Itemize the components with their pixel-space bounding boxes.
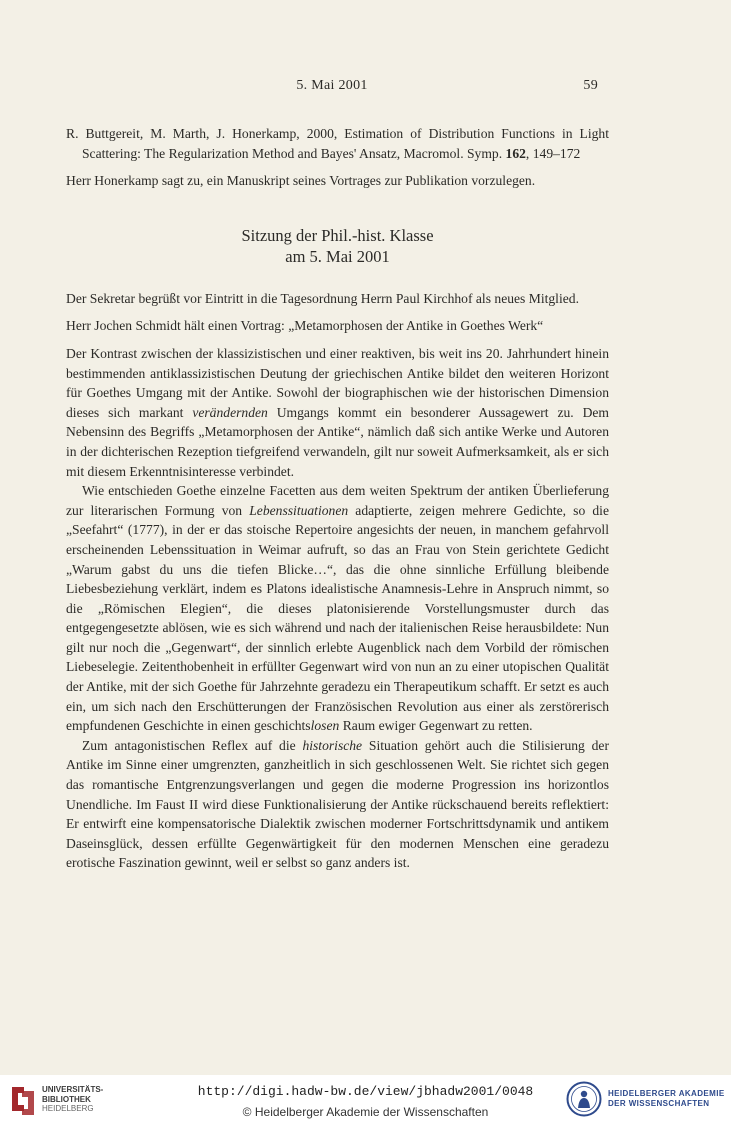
permalink-url[interactable]: http://digi.hadw-bw.de/view/jbhadw2001/0048 [197, 1084, 534, 1099]
p2-text-c: Raum ewiger Gegenwart zu retten. [342, 718, 533, 734]
section-heading [66, 225, 609, 267]
page-number: 59 [583, 78, 598, 93]
paragraph-1 [66, 344, 609, 481]
ub-line2: BIBLIOTHEK [42, 1094, 91, 1104]
p3-emphasis: historische [302, 737, 363, 753]
p2-text-a: Wie entschieden Goethe einzelne Facetten aus dem weiten Spektrum der antiken Überlieferung zur literarischen Formung von [66, 483, 609, 518]
footer-bar [0, 1075, 731, 1125]
p3-text-a: Zum antagonistischen Reflex auf die [82, 737, 296, 753]
academy-name[interactable] [608, 1089, 725, 1109]
hadw-line1: HEIDELBERGER AKADEMIE [608, 1089, 725, 1098]
ub-line1: UNIVERSITÄTS- [42, 1085, 104, 1094]
reference-authors: R. Buttgereit, M. Marth, J. Honerkamp, 2000, Estimation of Distribution Functions in Light Scattering: The Regularization Method and Bayes' Ansatz, Macromol. Symp. [66, 126, 609, 161]
hadw-line2: DER WISSENSCHAFTEN [608, 1099, 710, 1108]
welcome-paragraph: Der Sekretar begrüßt vor Eintritt in die Tagesordnung Herrn Paul Kirchhof als neues Mitglied. [66, 290, 579, 306]
p1-text-b: Umgangs kommt ein besonderer Aussagewert zu. Dem Nebensinn des Begriffs „Metamorphosen der Antike“, nämlich daß sich antike Werke und Autoren in der dichterischen Rezeption tiefgreifend verwandeln, gilt nur soweit Aufmerksamkeit, als er sich mit diesem Erkenntnisinteresse verbindet. [66, 404, 609, 479]
p2-emphasis-2: losen [310, 718, 340, 734]
paragraph-2 [66, 481, 609, 736]
p3-text-b: Situation gehört auch die Stilisierung der Antike im Sinne einer umgrenzten, ganzheitlich in sich geschlossenen Welt. Sie richtet sich gegen das romantische Entgrenzungsverlangen und gegen die moderne Progression ins horizontlos Unendliche. Im Faust II wird diese Funktionalisierung der Antike rückschauend bereits reflektiert: Er entwirft eine kompensatorische Dialektik zwischen moderner Fortschrittsdynamik und antikem Daseinsglück, dessen erfüllte Gegenwärtigkeit für den modernen Menschen eine geradezu erotische Faszination gewinnt, weil er selbst so ganz anders ist. [66, 737, 609, 871]
p2-text-b: adaptierte, zeigen mehrere Gedichte, so die „Seefahrt“ (1777), in der er das stoische Repertoire angesichts der neuen, in manchem gefahrvoll erscheinenden Lebenssituation in Weimar aufruft, so das an Frau von Stein gerichtete Gedicht „Warum gabst du uns die tiefen Blicke…“, das die ohne sinnliche Erfüllung bleibende Liebesbeziehung verklärt, indem es Platons idealistische Anamnesis-Lehre in Anspruch nimmt, so die „Römischen Elegien“, die dieses platonisierende Vorstellungsmuster durch das entgegengesetzte ablösen, wie es sich während und nach der italienischen Reise herausbildete: Nun gilt nur noch die „Gegenwart“, der sinnlich erlebte Augenblick nach dem Vorbild der römischen Liebeselegie. Zeitenthobenheit in erfüllter Gegenwart wird von nun an zu einer utopischen Qualität der Antike, mit der sich Goethe für Jahrzehnte geradezu ein Therapeutikum schafft. Er setzt es auch ein, um sich nach den Erschütterungen der Französischen Revolution aus einer als zerstörerisch empfundenen Geschichte in einen geschichts [66, 502, 609, 734]
manuscript-note: Herr Honerkamp sagt zu, ein Manuskript seines Vortrages zur Publikation vorzulegen. [66, 173, 536, 189]
section-title-line2: am 5. Mai 2001 [285, 246, 390, 266]
header-date: 5. Mai 2001 [296, 78, 368, 93]
p2-emphasis-1: Lebenssituationen [249, 502, 349, 518]
paragraph-3 [66, 736, 609, 873]
lecture-paragraph: Herr Jochen Schmidt hält einen Vortrag: „Metamorphosen der Antike in Goethes Werk“ [66, 318, 544, 334]
reference-pages: , 149–172 [525, 145, 581, 161]
p1-emphasis: verändernden [192, 404, 268, 420]
reference-volume: 162 [505, 145, 526, 161]
copyright-notice: © Heidelberger Akademie der Wissenschaften [242, 1105, 489, 1119]
section-title-line1: Sitzung der Phil.-hist. Klasse [241, 225, 434, 245]
academy-seal-icon[interactable] [566, 1081, 602, 1117]
body-text [66, 124, 609, 873]
reference-entry [66, 124, 609, 163]
ub-line3: HEIDELBERG [42, 1104, 94, 1113]
p1-text-a: Der Kontrast zwischen der klassizistischen und einer reaktiven, bis weit ins 20. Jahrhundert hinein bestimmenden antiklassizistischen Deutung der griechischen Antike bildet den weiteren Horizont für Goethes Umgang mit der Antike. Sowohl der biographischen wie der historischen Dimension dieses sich markant [66, 345, 609, 420]
